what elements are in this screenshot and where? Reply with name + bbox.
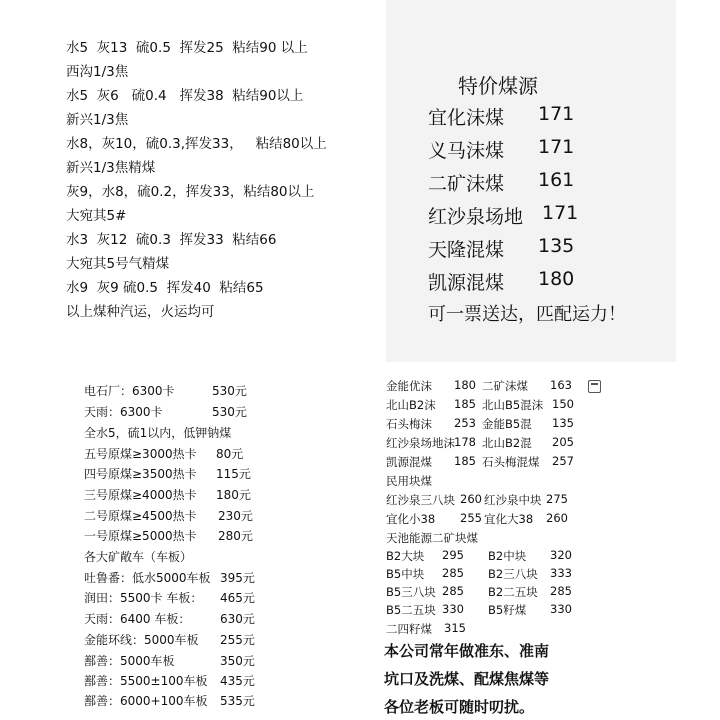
item-name: B2中块 bbox=[488, 549, 527, 563]
spec-line: 水5 灰6 硫0.4 挥发38 粘结90以上 bbox=[66, 88, 304, 104]
item-price: 285 bbox=[442, 566, 464, 580]
coal-price: 180 bbox=[538, 268, 575, 290]
spec-line: 西沟1/3焦 bbox=[66, 64, 129, 80]
price-value: 435元 bbox=[220, 674, 255, 688]
section-heading: 天池能源二矿块煤 bbox=[386, 531, 478, 545]
price-value: 255元 bbox=[220, 633, 255, 647]
section-heading: 民用块煤 bbox=[386, 474, 432, 488]
item-price: 185 bbox=[454, 397, 476, 411]
item-price: 330 bbox=[550, 602, 572, 616]
item-price: 285 bbox=[442, 584, 464, 598]
item-name: B2大块 bbox=[386, 549, 425, 563]
price-label: 一号原煤≥5000热卡 bbox=[84, 529, 197, 543]
coal-name: 义马沫煤 bbox=[428, 140, 505, 162]
item-name: 金能优沫 bbox=[386, 379, 432, 393]
item-name: B5籽煤 bbox=[488, 603, 527, 617]
price-value: 395元 bbox=[220, 571, 255, 585]
special-price-panel bbox=[386, 0, 676, 362]
item-price: 135 bbox=[552, 416, 574, 430]
item-name: 红沙泉三八块 bbox=[386, 493, 455, 507]
price-label: 各大矿敞车（车板） bbox=[84, 550, 193, 564]
item-price: 205 bbox=[552, 435, 574, 449]
item-name: 凯源混煤 bbox=[386, 455, 432, 469]
spec-line: 水8，灰10，硫0.3,挥发33， 粘结80以上 bbox=[66, 136, 327, 152]
coal-price-list-panel bbox=[380, 368, 720, 720]
price-label: 鄯善：6000+100车板 bbox=[84, 694, 208, 708]
spec-line: 水5 灰13 硫0.5 挥发25 粘结90 以上 bbox=[66, 40, 308, 56]
item-name: 二矿沫煤 bbox=[482, 379, 528, 393]
item-name: 红沙泉场地沫 bbox=[386, 436, 455, 450]
item-name: B5二五块 bbox=[386, 603, 436, 617]
price-value: 115元 bbox=[216, 467, 251, 481]
item-price: 255 bbox=[460, 511, 482, 525]
item-price: 285 bbox=[550, 584, 572, 598]
coal-price: 161 bbox=[538, 169, 575, 191]
item-name: 二四籽煤 bbox=[386, 622, 432, 636]
item-price: 330 bbox=[442, 602, 464, 616]
spec-line: 新兴1/3焦精煤 bbox=[66, 160, 156, 176]
price-value: 350元 bbox=[220, 654, 255, 668]
panel-title: 特价煤源 bbox=[458, 74, 538, 98]
item-name: 宜化大38 bbox=[484, 512, 534, 526]
spec-line: 新兴1/3焦 bbox=[66, 112, 129, 128]
notice-line: 坑口及洗煤、配煤焦煤等 bbox=[384, 670, 550, 688]
spec-line: 以上煤种汽运，火运均可 bbox=[66, 304, 215, 320]
item-name: 金能B5混 bbox=[482, 417, 532, 431]
notice-line: 各位老板可随时叨扰。 bbox=[384, 698, 535, 716]
coal-name: 宜化沫煤 bbox=[428, 107, 505, 129]
spec-line: 大宛其5# bbox=[66, 208, 127, 224]
item-price: 260 bbox=[546, 511, 568, 525]
item-price: 260 bbox=[460, 492, 482, 506]
notice-line: 本公司常年做准东、准南 bbox=[384, 642, 550, 660]
item-price: 150 bbox=[552, 397, 574, 411]
item-name: B2三八块 bbox=[488, 567, 538, 581]
item-name: 石头梅沫 bbox=[386, 417, 432, 431]
price-label: 金能环线：5000车板 bbox=[84, 633, 199, 647]
item-name: 北山B2沫 bbox=[386, 398, 436, 412]
item-price: 253 bbox=[454, 416, 476, 430]
price-label: 鄯善：5000车板 bbox=[84, 654, 175, 668]
item-price: 180 bbox=[454, 378, 476, 392]
price-label: 天雨：6400 车板： bbox=[84, 612, 191, 626]
item-name: 北山B2混 bbox=[482, 436, 532, 450]
price-label: 鄯善：5500±100车板 bbox=[84, 674, 208, 688]
item-price: 315 bbox=[444, 621, 466, 635]
item-name: B5中块 bbox=[386, 567, 425, 581]
price-value: 180元 bbox=[216, 488, 251, 502]
item-name: 宜化小38 bbox=[386, 512, 436, 526]
price-label: 润田：5500卡 车板： bbox=[84, 591, 203, 605]
price-label: 四号原煤≥3500热卡 bbox=[84, 467, 197, 481]
price-label: 三号原煤≥4000热卡 bbox=[84, 488, 197, 502]
price-value: 530元 bbox=[212, 405, 247, 419]
coal-name: 二矿沫煤 bbox=[428, 173, 505, 195]
coal-price: 135 bbox=[538, 235, 575, 257]
coal-name: 凯源混煤 bbox=[428, 272, 505, 294]
coal-price: 171 bbox=[538, 103, 575, 125]
calorie-price-panel bbox=[0, 362, 340, 720]
price-label: 天雨：6300卡 bbox=[84, 405, 163, 419]
price-value: 530元 bbox=[212, 384, 247, 398]
spec-line: 水3 灰12 硫0.3 挥发33 粘结66 bbox=[66, 232, 277, 248]
coal-name: 天隆混煤 bbox=[428, 239, 505, 261]
price-value: 280元 bbox=[218, 529, 253, 543]
price-label: 吐鲁番：低水5000车板 bbox=[84, 571, 211, 585]
coal-price: 171 bbox=[538, 136, 575, 158]
item-name: 石头梅混煤 bbox=[482, 455, 540, 469]
item-price: 333 bbox=[550, 566, 572, 580]
item-price: 257 bbox=[552, 454, 574, 468]
item-price: 185 bbox=[454, 454, 476, 468]
price-label: 五号原煤≥3000热卡 bbox=[84, 447, 197, 461]
item-price: 163 bbox=[550, 378, 572, 392]
item-price: 275 bbox=[546, 492, 568, 506]
panel-footer: 可一票送达，匹配运力！ bbox=[428, 304, 626, 325]
spec-line: 大宛其5号气精煤 bbox=[66, 256, 170, 272]
price-value: 80元 bbox=[216, 447, 244, 461]
coal-price: 171 bbox=[542, 202, 579, 224]
item-name: 北山B5混沫 bbox=[482, 398, 544, 412]
item-name: 红沙泉中块 bbox=[484, 493, 542, 507]
spec-line: 水9 灰9 硫0.5 挥发40 粘结65 bbox=[66, 280, 264, 296]
item-price: 320 bbox=[550, 548, 572, 562]
item-name: B2二五块 bbox=[488, 585, 538, 599]
item-price: 295 bbox=[442, 548, 464, 562]
item-price: 178 bbox=[454, 435, 476, 449]
price-value: 230元 bbox=[218, 509, 253, 523]
coal-name: 红沙泉场地 bbox=[428, 206, 524, 228]
price-value: 630元 bbox=[220, 612, 255, 626]
price-label: 电石厂：6300卡 bbox=[84, 384, 175, 398]
item-name: B5三八块 bbox=[386, 585, 436, 599]
price-label: 二号原煤≥4500热卡 bbox=[84, 509, 197, 523]
price-label: 全水5，硫1以内，低钾钠煤 bbox=[84, 426, 232, 440]
copy-icon[interactable] bbox=[588, 380, 601, 393]
coal-spec-panel bbox=[0, 0, 370, 350]
spec-line: 灰9，水8，硫0.2，挥发33，粘结80以上 bbox=[66, 184, 315, 200]
price-value: 465元 bbox=[220, 591, 255, 605]
price-value: 535元 bbox=[220, 694, 255, 708]
